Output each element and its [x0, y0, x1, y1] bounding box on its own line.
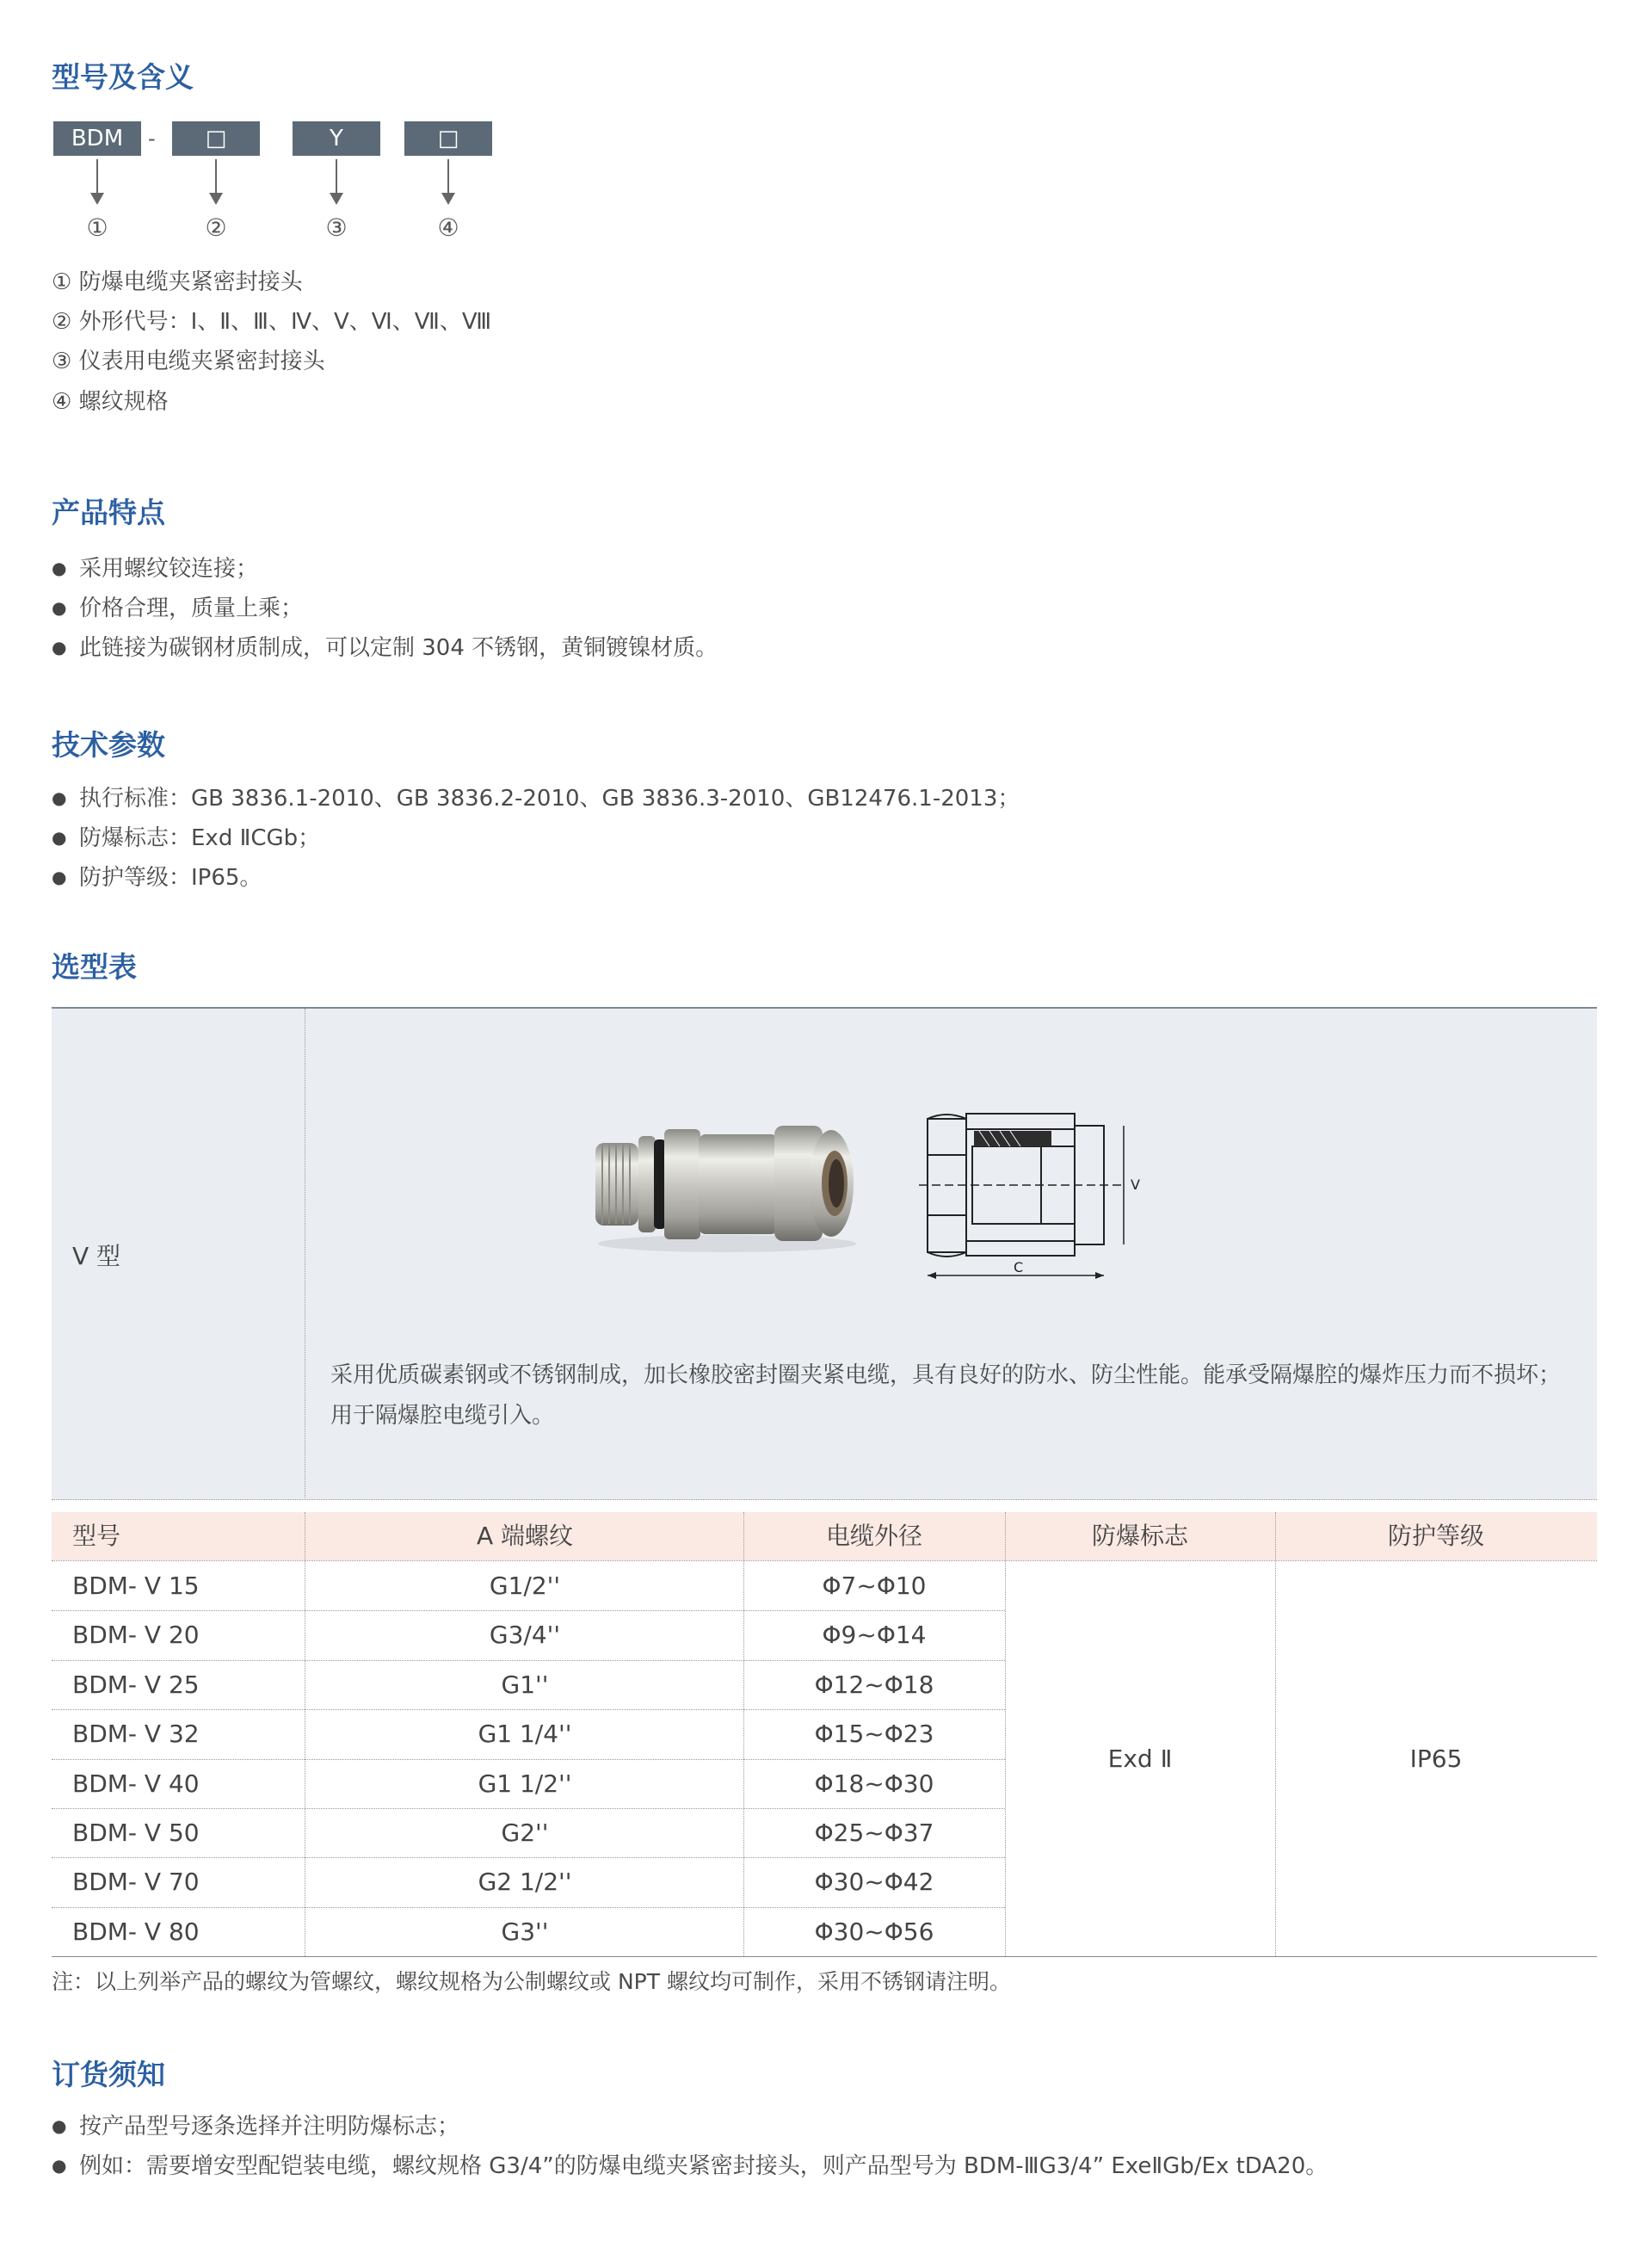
- feature-item-1: ● 采用螺纹铰连接；: [52, 555, 258, 582]
- feature-item-2: ● 价格合理，质量上乘；: [52, 595, 303, 621]
- arrow-down-icon: [441, 193, 455, 205]
- meaning-item-1: ① 防爆电缆夹紧密封接头: [52, 269, 303, 295]
- table-cell-model: BDM- V 32: [72, 1720, 200, 1749]
- code-box-shape: □: [172, 121, 260, 156]
- code-box-y: Y: [293, 121, 380, 156]
- table-cell-cable-od: Φ7~Φ10: [822, 1572, 927, 1600]
- product-description-line1: 采用优质碳素钢或不锈钢制成，加长橡胶密封圈夹紧电缆，具有良好的防水、防尘性能。能承受隔爆腔的爆炸压力而不损坏；: [330, 1362, 1562, 1388]
- code-box-bdm: BDM: [53, 121, 141, 156]
- arrow-line-1: [96, 159, 98, 194]
- section-title-selection: 选型表: [52, 950, 137, 984]
- code-box-thread: □: [404, 121, 492, 156]
- table-col-rule: [1005, 1512, 1006, 1956]
- technical-drawing: [919, 1103, 1263, 1293]
- tech-item-protection: ● 防护等级：IP65。: [52, 864, 262, 891]
- table-cell-model: BDM- V 20: [72, 1621, 200, 1650]
- table-header-model: 型号: [72, 1522, 121, 1550]
- table-cell-model: BDM- V 15: [72, 1572, 200, 1600]
- table-cell-model: BDM- V 40: [72, 1769, 200, 1798]
- code-number-1: ①: [86, 213, 108, 242]
- table-header-protection: 防护等级: [1387, 1522, 1484, 1550]
- table-cell-protection-merged: IP65: [1409, 1745, 1463, 1773]
- table-cell-cable-od: Φ9~Φ14: [822, 1621, 927, 1650]
- table-cell-cable-od: Φ25~Φ37: [814, 1819, 934, 1847]
- table-header-thread: A 端螺纹: [476, 1522, 574, 1550]
- ordering-item-1: ● 按产品型号逐条选择并注明防爆标志；: [52, 2113, 459, 2140]
- code-number-3: ③: [325, 213, 348, 242]
- arrow-down-icon: [330, 193, 343, 205]
- table-cell-model: BDM- V 70: [72, 1868, 200, 1897]
- tech-item-standard: ● 执行标准：GB 3836.1-2010、GB 3836.2-2010、GB 3836.3-2010、GB12476.1-2013；: [52, 785, 1020, 812]
- arrow-line-3: [336, 159, 337, 194]
- section-title-tech: 技术参数: [52, 728, 165, 762]
- table-header-ex-mark: 防爆标志: [1091, 1522, 1188, 1550]
- table-cell-cable-od: Φ15~Φ23: [814, 1720, 934, 1749]
- product-photo: [585, 1110, 869, 1257]
- product-description-line2: 用于隔爆腔电缆引入。: [330, 1403, 555, 1429]
- table-cell-model: BDM- V 50: [72, 1819, 200, 1847]
- table-cell-cable-od: Φ18~Φ30: [814, 1769, 934, 1798]
- table-bottom-rule: [52, 1956, 1597, 1957]
- feature-item-3: ● 此链接为碳钢材质制成，可以定制 304 不锈钢，黄铜镀镍材质。: [52, 634, 718, 661]
- table-cell-model: BDM- V 80: [72, 1917, 200, 1946]
- arrow-down-icon: [209, 193, 223, 205]
- arrow-line-2: [215, 159, 217, 194]
- table-cell-thread: G2'': [501, 1819, 549, 1847]
- meaning-item-3: ③ 仪表用电缆夹紧密封接头: [52, 349, 325, 374]
- table-cell-cable-od: Φ12~Φ18: [814, 1670, 934, 1699]
- section-title-features: 产品特点: [52, 496, 165, 529]
- meaning-item-2: ② 外形代号：Ⅰ、Ⅱ、Ⅲ、Ⅳ、Ⅴ、Ⅵ、Ⅶ、Ⅷ: [52, 309, 492, 335]
- section-title-ordering: 订货须知: [52, 2058, 165, 2091]
- table-cell-cable-od: Φ30~Φ56: [814, 1917, 934, 1946]
- table-cell-thread: G1 1/2'': [478, 1769, 572, 1798]
- table-note: 注：以上列举产品的螺纹为管螺纹，螺纹规格为公制螺纹或 NPT 螺纹均可制作，采用不锈钢请注明。: [52, 1969, 1011, 1994]
- table-cell-ex-mark-merged: Exd Ⅱ: [1107, 1745, 1173, 1773]
- table-header-cable-od: 电缆外径: [825, 1522, 922, 1550]
- table-cell-thread: G3'': [501, 1917, 549, 1946]
- table-cell-cable-od: Φ30~Φ42: [814, 1868, 934, 1897]
- table-cell-thread: G2 1/2'': [478, 1868, 572, 1897]
- code-number-4: ④: [437, 213, 459, 242]
- dim-label-v: V: [1131, 1176, 1140, 1193]
- section-title-model: 型号及含义: [52, 60, 194, 94]
- table-cell-thread: G1/2'': [489, 1572, 561, 1600]
- table-cell-thread: G3/4'': [489, 1621, 561, 1650]
- code-number-2: ②: [205, 213, 227, 242]
- table-cell-model: BDM- V 25: [72, 1670, 200, 1699]
- tech-item-ex-mark: ● 防爆标志：Exd ⅡCGb；: [52, 824, 320, 851]
- arrow-down-icon: [90, 193, 104, 205]
- meaning-item-4: ④ 螺纹规格: [52, 389, 169, 415]
- table-rule: [52, 1560, 1597, 1561]
- table-cell-thread: G1'': [501, 1670, 549, 1699]
- table-cell-thread: G1 1/4'': [478, 1720, 572, 1749]
- product-type-label: V 型: [72, 1242, 121, 1270]
- table-col-rule: [743, 1512, 744, 1956]
- arrow-line-4: [447, 159, 449, 194]
- code-separator: -: [148, 127, 156, 151]
- dim-label-c: C: [1014, 1259, 1024, 1275]
- ordering-item-2: ● 例如：需要增安型配铠装电缆，螺纹规格 G3/4”的防爆电缆夹紧密封接头，则产品型号为 BDM-ⅢG3/4” ExeⅡGb/Ex tDA20。: [52, 2152, 1328, 2179]
- table-col-rule: [1275, 1512, 1276, 1956]
